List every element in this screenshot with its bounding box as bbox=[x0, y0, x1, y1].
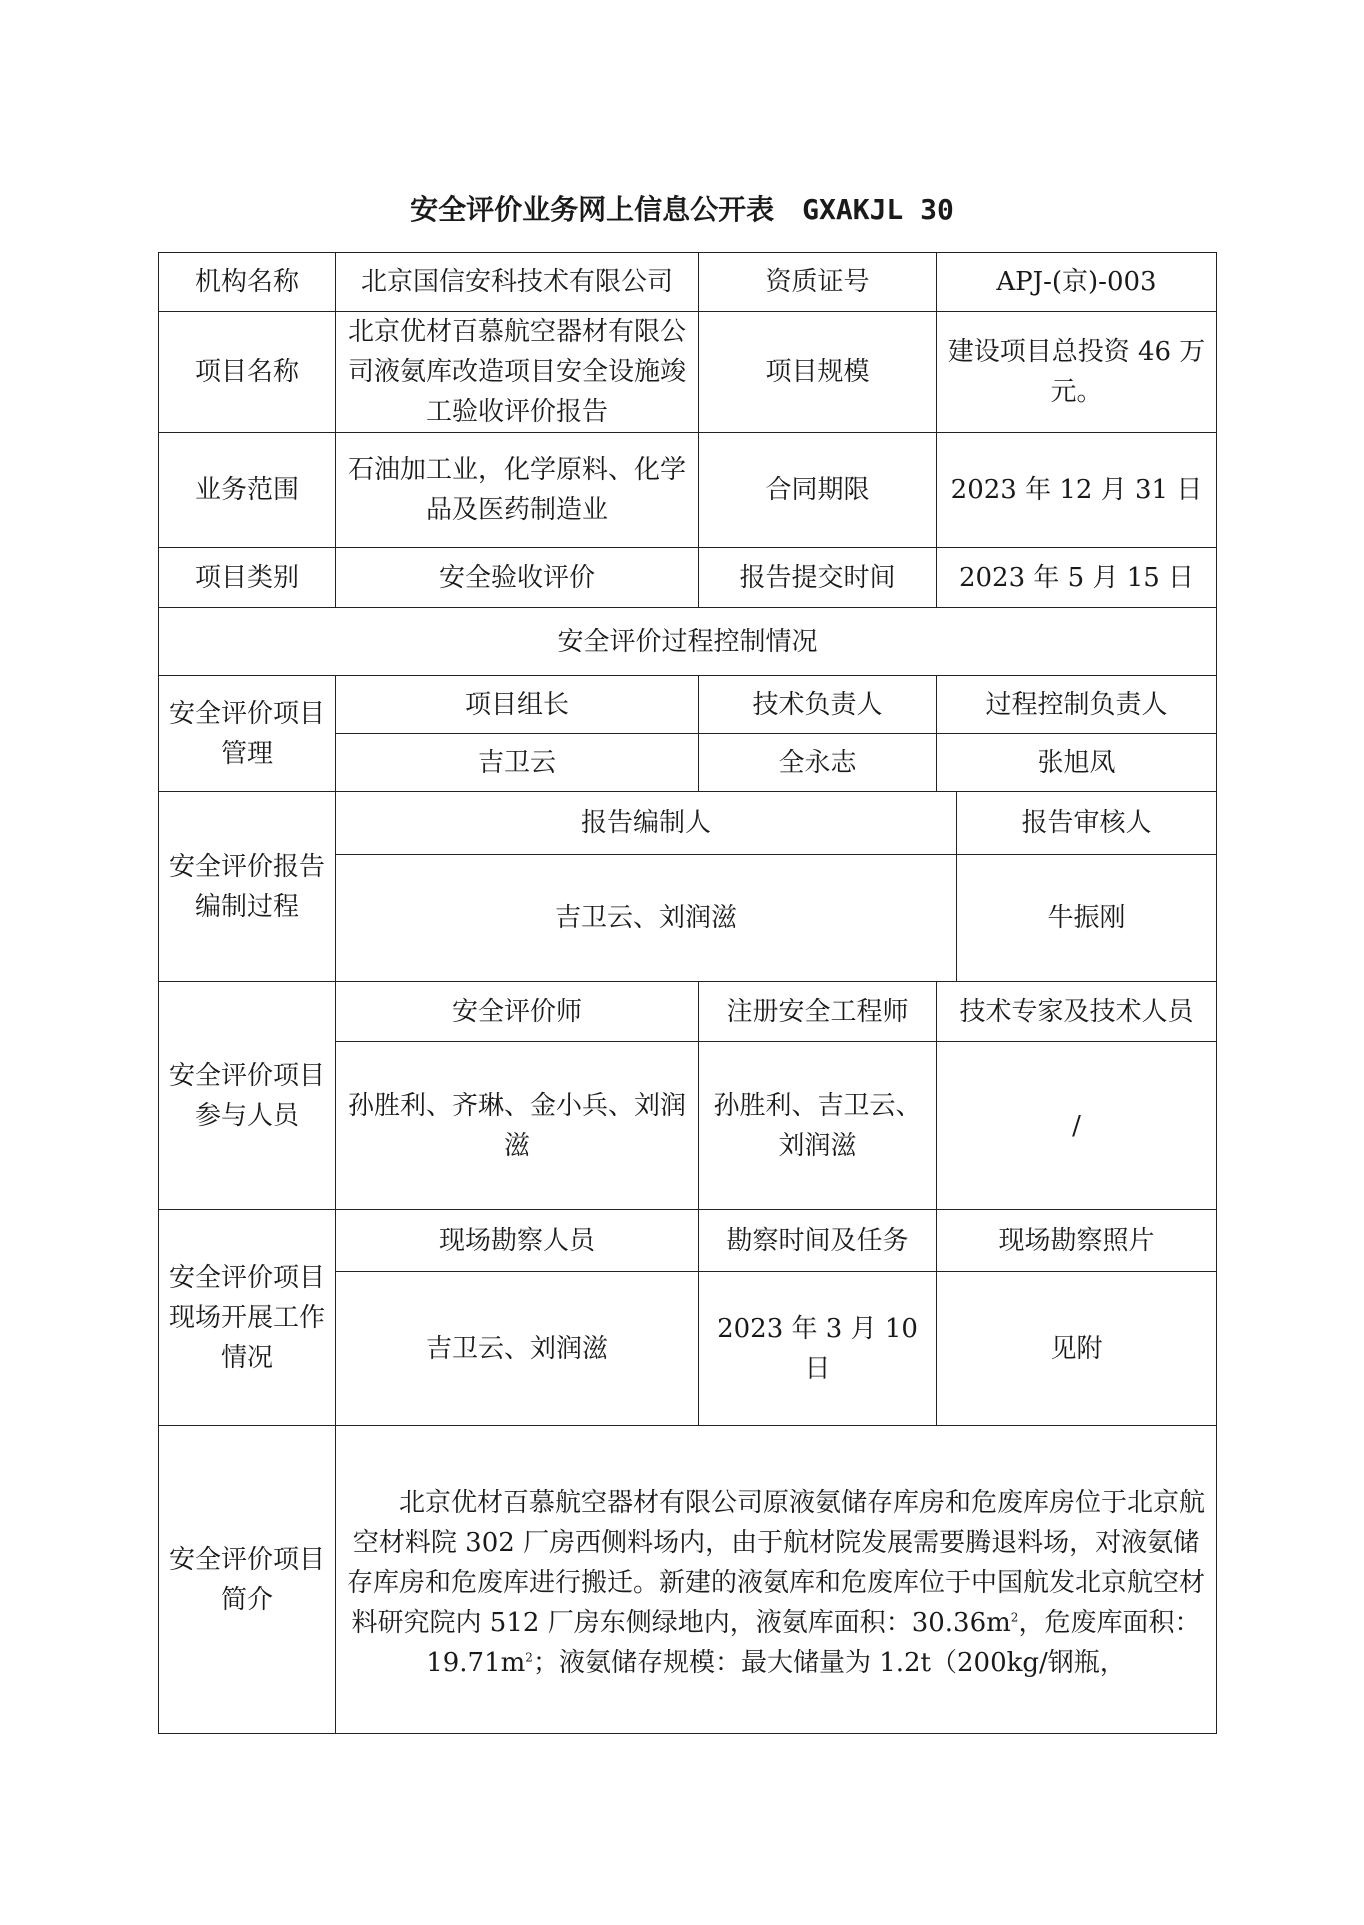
scope-value: 石油加工业，化学原料、化学品及医药制造业 bbox=[336, 433, 699, 548]
term-label: 合同期限 bbox=[699, 433, 937, 548]
submit-value: 2023 年 5 月 15 日 bbox=[937, 548, 1217, 608]
org-label: 机构名称 bbox=[159, 253, 336, 312]
project-scale-value: 建设项目总投资 46 万元。 bbox=[937, 312, 1217, 433]
leader-value: 吉卫云 bbox=[336, 734, 699, 792]
category-label: 项目类别 bbox=[159, 548, 336, 608]
row-intro bbox=[159, 1426, 1217, 1734]
site-staff-label: 现场勘察人员 bbox=[336, 1210, 699, 1272]
evaluator-label: 安全评价师 bbox=[336, 982, 699, 1042]
reviewer-label: 报告审核人 bbox=[957, 792, 1217, 855]
intro-label: 安全评价项目简介 bbox=[159, 1426, 336, 1734]
row-management-head bbox=[159, 676, 1217, 734]
compilation-label: 安全评价报告编制过程 bbox=[159, 792, 336, 982]
author-label: 报告编制人 bbox=[336, 792, 957, 855]
experts-value: / bbox=[937, 1042, 1217, 1210]
info-table bbox=[158, 252, 1217, 1734]
leader-label: 项目组长 bbox=[336, 676, 699, 734]
participants-label: 安全评价项目参与人员 bbox=[159, 982, 336, 1210]
cert-value: APJ-(京)-003 bbox=[937, 253, 1217, 312]
row-participants-head bbox=[159, 982, 1217, 1042]
project-name-value: 北京优材百慕航空器材有限公司液氨库改造项目安全设施竣工验收评价报告 bbox=[336, 312, 699, 433]
scope-label: 业务范围 bbox=[159, 433, 336, 548]
control-label: 过程控制负责人 bbox=[937, 676, 1217, 734]
site-time-value: 2023 年 3 月 10 日 bbox=[699, 1272, 937, 1426]
site-photo-label: 现场勘察照片 bbox=[937, 1210, 1217, 1272]
site-staff-value: 吉卫云、刘润滋 bbox=[336, 1272, 699, 1426]
management-label: 安全评价项目管理 bbox=[159, 676, 336, 792]
intro-text-part3: ；液氨储存规模：最大储量为 1.2t（200kg/钢瓶， bbox=[532, 1647, 1126, 1678]
document-code: GXAKJL 30 bbox=[802, 193, 954, 226]
title-text: 安全评价业务网上信息公开表 bbox=[410, 193, 775, 226]
site-time-label: 勘察时间及任务 bbox=[699, 1210, 937, 1272]
expert-label: 技术专家及技术人员 bbox=[937, 982, 1217, 1042]
term-value: 2023 年 12 月 31 日 bbox=[937, 433, 1217, 548]
row-site-head bbox=[159, 1210, 1217, 1272]
tech-label: 技术负责人 bbox=[699, 676, 937, 734]
authors-value: 吉卫云、刘润滋 bbox=[336, 855, 957, 982]
engineer-label: 注册安全工程师 bbox=[699, 982, 937, 1042]
site-photo-value: 见附 bbox=[937, 1272, 1217, 1426]
evaluators-value: 孙胜利、齐琳、金小兵、刘润滋 bbox=[336, 1042, 699, 1210]
row-compilation-head bbox=[159, 792, 1217, 855]
row-category bbox=[159, 548, 1217, 608]
intro-text-part2: ，危废库面积：19.71m bbox=[426, 1607, 1201, 1678]
submit-label: 报告提交时间 bbox=[699, 548, 937, 608]
cert-label: 资质证号 bbox=[699, 253, 937, 312]
org-value: 北京国信安科技术有限公司 bbox=[336, 253, 699, 312]
category-value: 安全验收评价 bbox=[336, 548, 699, 608]
intro-text bbox=[336, 1426, 1217, 1734]
row-org bbox=[159, 253, 1217, 312]
control-value: 张旭凤 bbox=[937, 734, 1217, 792]
intro-paragraph bbox=[344, 1483, 1208, 1683]
row-scope bbox=[159, 433, 1217, 548]
project-scale-label: 项目规模 bbox=[699, 312, 937, 433]
tech-value: 全永志 bbox=[699, 734, 937, 792]
reviewer-value: 牛振刚 bbox=[957, 855, 1217, 982]
intro-sup1: 2 bbox=[1010, 1609, 1019, 1624]
intro-text-part1: 北京优材百慕航空器材有限公司原液氨储存库房和危废库房位于北京航空材料院 302 厂房西侧料场内，由于航材院发展需要腾退料场，对液氨储存库房和危废库进行搬迁。新建的液氨库和危废库位于中国航发北京航空材料研究院内 512 厂房东侧绿地内，液氨库面积：30.36m bbox=[346, 1487, 1205, 1638]
document-title bbox=[0, 188, 1364, 228]
site-label: 安全评价项目现场开展工作情况 bbox=[159, 1210, 336, 1426]
row-process-header bbox=[159, 608, 1217, 676]
row-project bbox=[159, 312, 1217, 433]
project-name-label: 项目名称 bbox=[159, 312, 336, 433]
intro-sup2: 2 bbox=[525, 1649, 533, 1664]
engineers-value: 孙胜利、吉卫云、刘润滋 bbox=[699, 1042, 937, 1210]
process-header: 安全评价过程控制情况 bbox=[159, 608, 1217, 676]
